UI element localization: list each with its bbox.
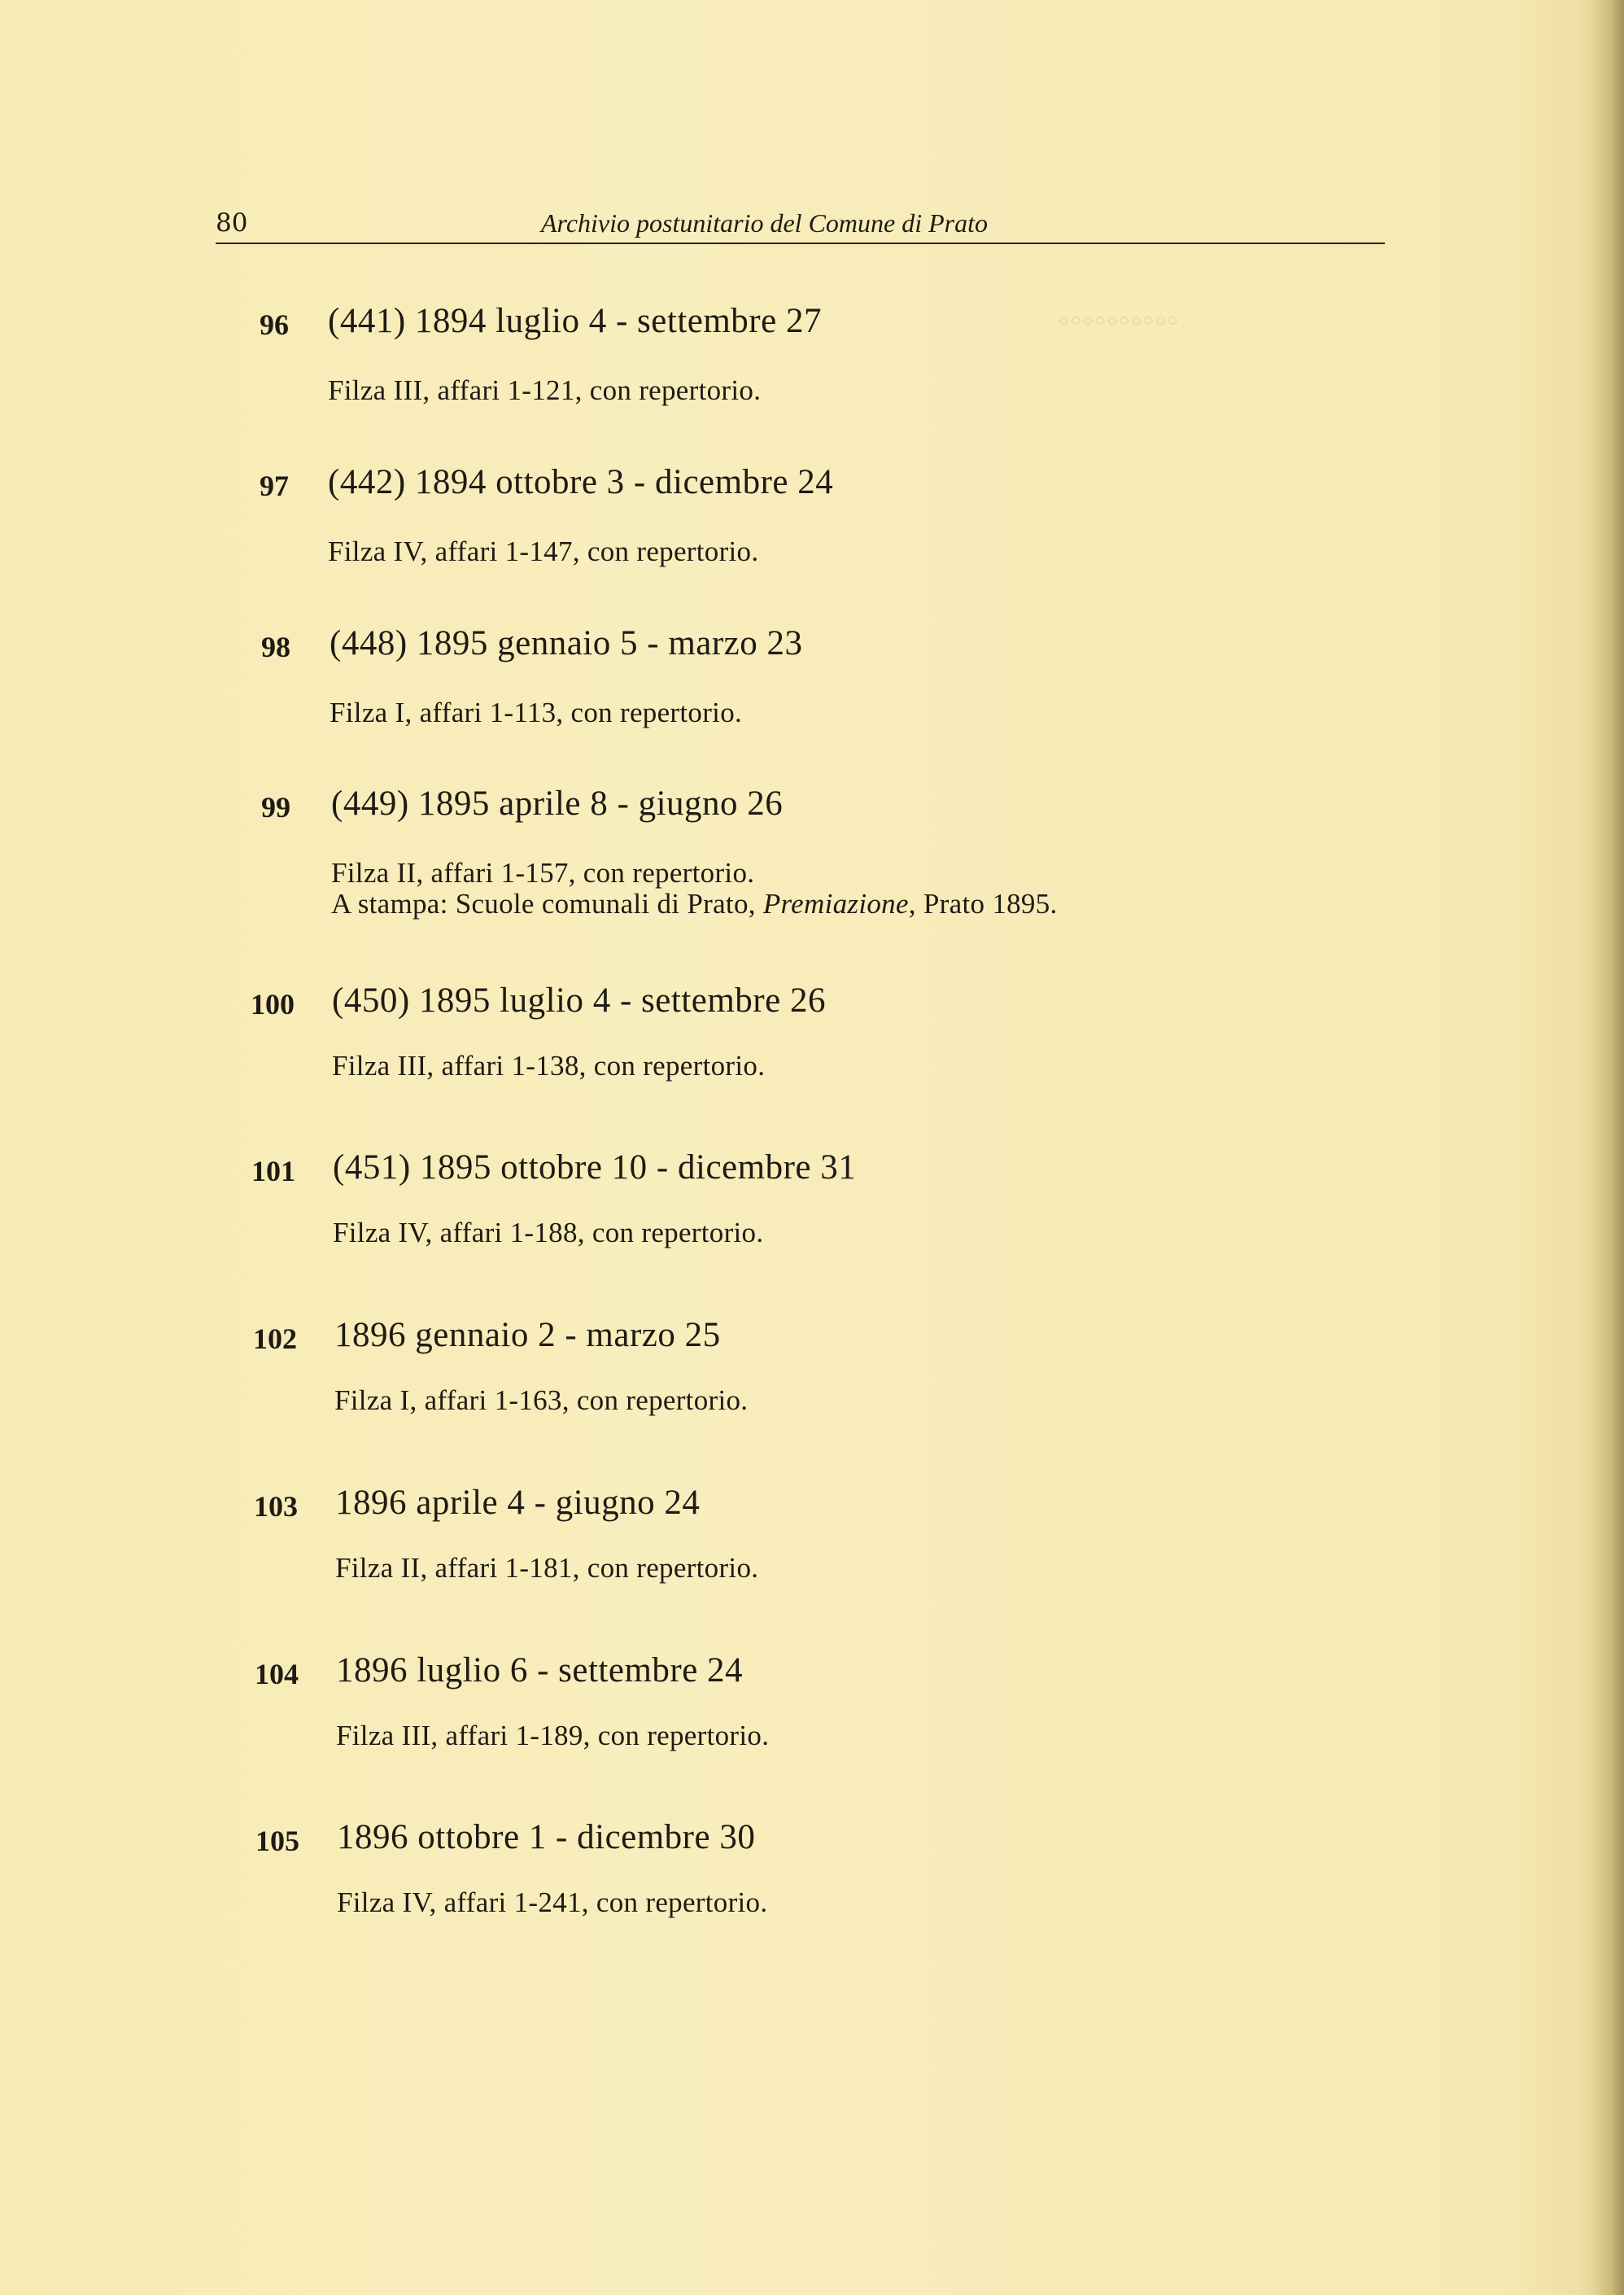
entry-date-range: (449) 1895 aprile 8 - giugno 26 [331,785,784,823]
entry-date-range: (448) 1895 gennaio 5 - marzo 23 [330,624,803,662]
page-number: 80 [216,208,248,238]
entry-number: 102 [253,1322,297,1355]
entry-print-note [331,888,1058,920]
entry-description: Filza III, affari 1-121, con repertorio. [328,374,762,406]
entry-description: Filza I, affari 1-163, con repertorio. [334,1384,749,1416]
entry-number: 99 [261,791,290,824]
entry-description: Filza IV, affari 1-188, con repertorio. [333,1217,764,1248]
entry-number: 101 [251,1155,295,1187]
note-text: A stampa: Scuole comunali di Prato, [331,888,763,920]
entry-date-range: 1896 ottobre 1 - dicembre 30 [337,1818,756,1856]
entry-description: Filza IV, affari 1-241, con repertorio. [337,1886,768,1918]
entry-description: Filza IV, affari 1-147, con repertorio. [328,536,759,567]
entry-date-range: (451) 1895 ottobre 10 - dicembre 31 [333,1148,857,1187]
note-title: Premiazione [762,888,909,920]
page-spine-shadow [1591,0,1624,2295]
entry-number: 105 [255,1825,299,1857]
entry-date-range: (442) 1894 ottobre 3 - dicembre 24 [328,463,834,501]
entry-date-range: (441) 1894 luglio 4 - settembre 27 [328,302,822,340]
entry-number: 98 [261,631,290,663]
entry-date-range: 1896 gennaio 2 - marzo 25 [334,1316,721,1354]
show-through-decoration: ◦◦◦◦◦◦◦◦◦◦ [1058,302,1179,339]
entry-description: Filza III, affari 1-138, con repertorio. [332,1050,766,1082]
entry-date-range: (450) 1895 luglio 4 - settembre 26 [332,981,826,1020]
entry-description: Filza III, affari 1-189, con repertorio. [336,1720,770,1751]
entry-number: 103 [254,1490,298,1523]
entry-number: 100 [251,988,295,1021]
page-header [216,203,1385,244]
note-text: , Prato 1895. [908,888,1058,920]
running-title: Archivio postunitario del Comune di Prato [541,208,988,238]
entry-description: Filza I, affari 1-113, con repertorio. [330,697,743,728]
entry-number: 96 [260,308,289,341]
entry-number: 97 [260,470,289,502]
entry-number: 104 [255,1658,299,1690]
entry-date-range: 1896 aprile 4 - giugno 24 [335,1484,701,1522]
entry-description: Filza II, affari 1-181, con repertorio. [335,1552,759,1584]
entry-date-range: 1896 luglio 6 - settembre 24 [336,1651,744,1690]
entry-description: Filza II, affari 1-157, con repertorio. [331,857,755,889]
